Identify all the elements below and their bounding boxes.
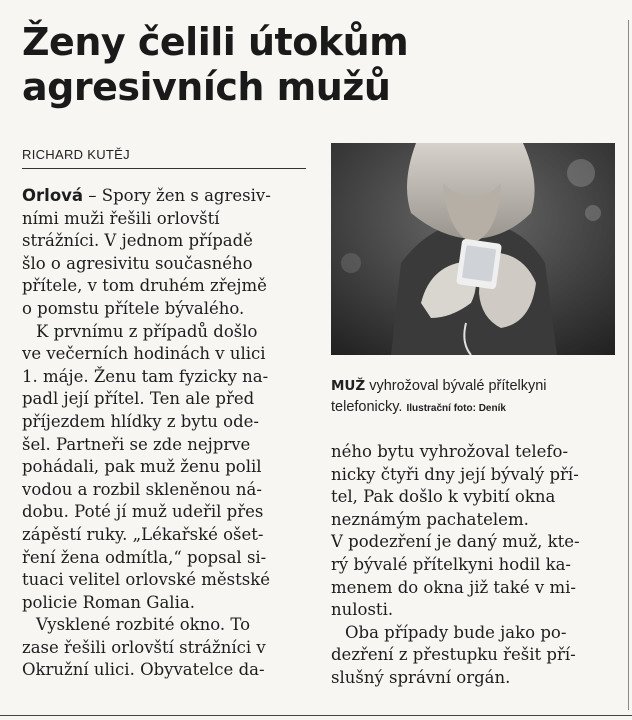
left-column-line [22, 275, 312, 298]
right-column-line-text: Oba případy bude jako po- [345, 622, 567, 642]
left-column-line [22, 592, 312, 615]
left-column-line-text: šel. Partneři se zde nejprve [22, 434, 251, 454]
caption-text-2: telefonicky. [331, 399, 403, 415]
right-column-line-text: V podezření je daný muž, kte- [331, 532, 580, 552]
left-column-line-text: – Spory žen s agresiv- [83, 186, 271, 205]
headline-line-2: agresivních mužů [22, 65, 391, 109]
right-column-line-text: menem do okna již také v mi- [331, 577, 576, 597]
left-column-line [22, 501, 312, 524]
left-column-line-text: dobu. Poté jí muž udeřil přes [22, 502, 264, 522]
article-column-right [331, 441, 621, 690]
left-column-line [22, 411, 312, 434]
article-column-left [22, 185, 312, 682]
right-column-line-text: nulosti. [331, 600, 394, 620]
left-column-line-text: strážníci. V jednom případě [22, 231, 253, 251]
caption-text: vyhrožoval bývalé přítelkyni [365, 378, 547, 394]
right-column-line [331, 509, 621, 532]
caption-line-1 [331, 376, 621, 397]
left-column-line-text: zápěstí ruky. „Lékařské ošet- [22, 524, 264, 544]
author-byline: RICHARD KUTĚJ [22, 147, 130, 162]
left-column-line-text: ve večerních hodinách v ulici [22, 344, 266, 364]
left-column-line-text: tuaci velitel orlovské městské [22, 570, 270, 590]
left-column-line [22, 659, 312, 682]
right-column-line-text: ného bytu vyhrožoval telefo- [331, 442, 569, 461]
right-column-line-text: dezření z přestupku řešit pří- [331, 645, 576, 665]
byline-divider [22, 168, 306, 169]
left-column-line-text: padl její přítel. Ten ale před [22, 389, 255, 409]
left-column-line [22, 456, 312, 479]
left-column-line-text: příjezdem hlídky z bytu ode- [22, 411, 259, 431]
left-column-line [22, 253, 312, 276]
caption-lead: MUŽ [331, 378, 366, 394]
dateline: Orlová [22, 186, 84, 205]
right-column-line-text: neznámým pachatelem. [331, 509, 529, 529]
headline-line-1: Ženy čelili útokům [22, 20, 409, 64]
left-column-line [22, 298, 312, 321]
left-column-line-text: vodou a rozbil skleněnou ná- [22, 479, 262, 499]
left-column-line [22, 637, 312, 660]
left-column-line-text: Vysklené rozbité okno. To [36, 615, 251, 635]
left-column-line [22, 547, 312, 570]
photo-credit: Ilustrační foto: Deník [406, 403, 506, 414]
left-column-line [22, 321, 312, 344]
left-column-line [22, 208, 312, 231]
right-column-line [331, 622, 621, 645]
left-column-line [22, 569, 312, 592]
page-edge-rule [628, 20, 629, 710]
left-column-line-text: K prvnímu z případů došlo [36, 321, 258, 341]
right-column-line [331, 599, 621, 622]
right-column-line [331, 531, 621, 554]
left-column-line-text: ření žena odmítla,“ popsal si- [22, 547, 267, 567]
left-column-line-text: ními muži řešili orlovští [22, 208, 220, 228]
left-column-line [22, 479, 312, 502]
right-column-line [331, 464, 621, 487]
article-photo [331, 143, 615, 355]
left-column-line [22, 388, 312, 411]
left-column-line-text: 1. máje. Ženu tam fyzicky na- [22, 366, 269, 386]
left-column-line-text: pohádali, pak muž ženu polil [22, 457, 262, 477]
right-column-line-text: rý bývalé přítelkyni hodil ka- [331, 554, 571, 574]
left-column-line-text: zase řešili orlovští strážníci v [22, 637, 266, 657]
photo-illustration [331, 143, 615, 355]
right-column-line [331, 577, 621, 600]
bottom-divider [0, 715, 632, 716]
article-headline [22, 20, 582, 110]
photo-caption [331, 376, 621, 419]
left-column-line-text: o pomstu přítele bývalého. [22, 298, 245, 318]
left-column-line [22, 185, 312, 208]
left-column-line [22, 524, 312, 547]
caption-line-2 [331, 397, 621, 419]
left-column-line-text: přítele, v tom druhém zřejmě [22, 276, 267, 296]
left-column-line-text: policie Roman Galia. [22, 592, 195, 612]
right-column-line-text: nicky čtyři dny její bývalý pří- [331, 464, 579, 484]
left-column-line-text: Okružní ulici. Obyvatelce da- [22, 660, 265, 680]
left-column-line [22, 434, 312, 457]
left-column-line [22, 366, 312, 389]
right-column-line-text: slušný správní orgán. [331, 667, 511, 687]
left-column-line-text: šlo o agresivitu současného [22, 253, 253, 273]
left-column-line [22, 343, 312, 366]
right-column-line [331, 667, 621, 690]
right-column-line [331, 441, 621, 464]
right-column-line [331, 486, 621, 509]
left-column-line [22, 230, 312, 253]
right-column-line [331, 644, 621, 667]
right-column-line-text: tel, Pak došlo k vybití okna [331, 487, 556, 507]
right-column-line [331, 554, 621, 577]
left-column-line [22, 614, 312, 637]
